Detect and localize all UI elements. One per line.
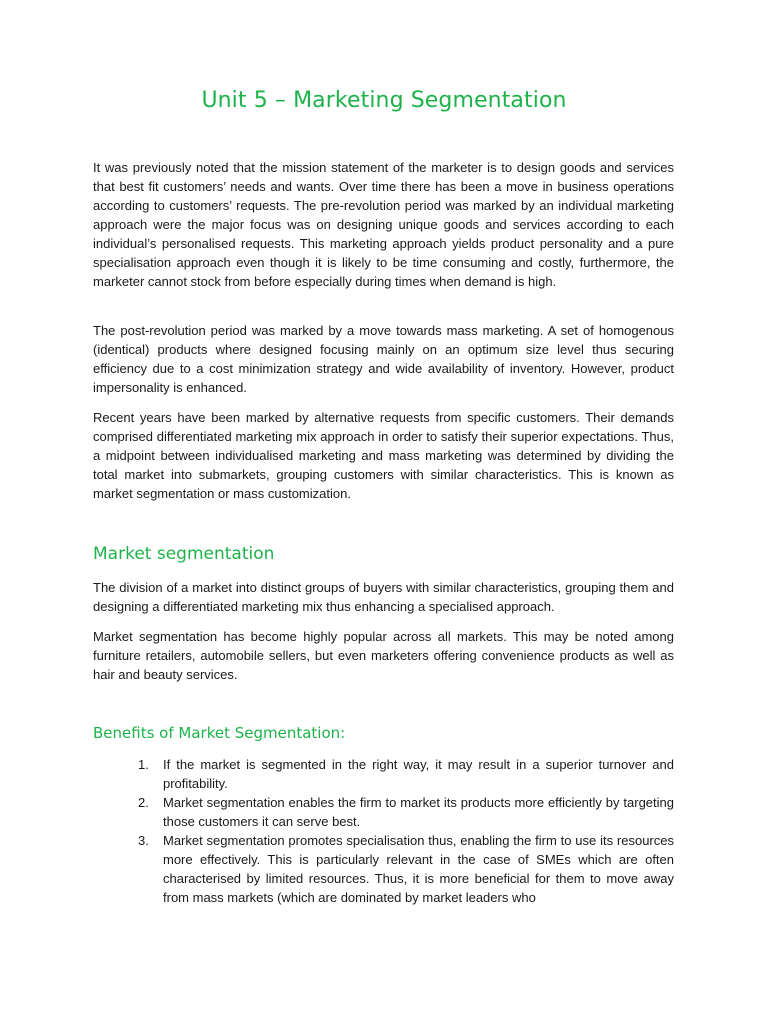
intro-paragraph-2: The post-revolution period was marked by a move towards mass marketing. A set of homogenous (identical) products where designed focusing mainly on an optimum size level thus securing efficiency due to a cost minimization strategy and wide availability of inventory. However, product impersonality is enhanced. [93, 323, 674, 395]
intro-paragraph-1: It was previously noted that the mission statement of the marketer is to design goods and services that best fit customers’ needs and wants. Over time there has been a move in business operations according to customers’ requests. The pre-revolution period was marked by an individual marketing approach were the major focus was on designing unique goods and services according to each individual’s personalised requests. This marketing approach yields product personality and a pure specialisation approach even though it is likely to be time consuming and costly, furthermore, the marketer cannot stock from before especially during times when demand is high. [93, 160, 674, 289]
list-item-text: Market segmentation promotes specialisation thus, enabling the firm to use its resources more effectively. This is particularly relevant in the case of SMEs which are often characterised by limited resources. Thus, it is more beneficial for them to move away from mass markets (which are dominated by market leaders who [163, 833, 674, 905]
section-paragraph-2: Market segmentation has become highly popular across all markets. This may be noted among furniture retailers, automobile sellers, but even marketers offering convenience products as well as hair and beauty services. [93, 629, 674, 682]
list-item-number: 2. [138, 795, 149, 810]
benefits-list [93, 755, 674, 907]
benefits-heading: Benefits of Market Segmentation: [93, 724, 346, 742]
list-item [93, 755, 674, 793]
page-title: Unit 5 – Marketing Segmentation [201, 88, 567, 113]
list-item-text: If the market is segmented in the right way, it may result in a superior turnover and profitability. [163, 757, 674, 791]
section-paragraph-1: The division of a market into distinct groups of buyers with similar characteristics, grouping them and designing a differentiated marketing mix thus enhancing a specialised approach. [93, 580, 674, 614]
intro-paragraph-3: Recent years have been marked by alternative requests from specific customers. Their demands comprised differentiated marketing mix approach in order to satisfy their superior expectations. Thus, a midpoint between individualised marketing and mass marketing was determined by dividing the total market into submarkets, grouping customers with similar characteristics. This is known as market segmentation or mass customization. [93, 410, 674, 501]
list-item-text: Market segmentation enables the firm to market its products more efficiently by targeting those customers it can serve best. [163, 795, 674, 829]
section-heading: Market segmentation [93, 544, 275, 564]
list-item [93, 793, 674, 831]
list-item-number: 3. [138, 833, 149, 848]
list-item-number: 1. [138, 757, 149, 772]
list-item [93, 831, 674, 907]
